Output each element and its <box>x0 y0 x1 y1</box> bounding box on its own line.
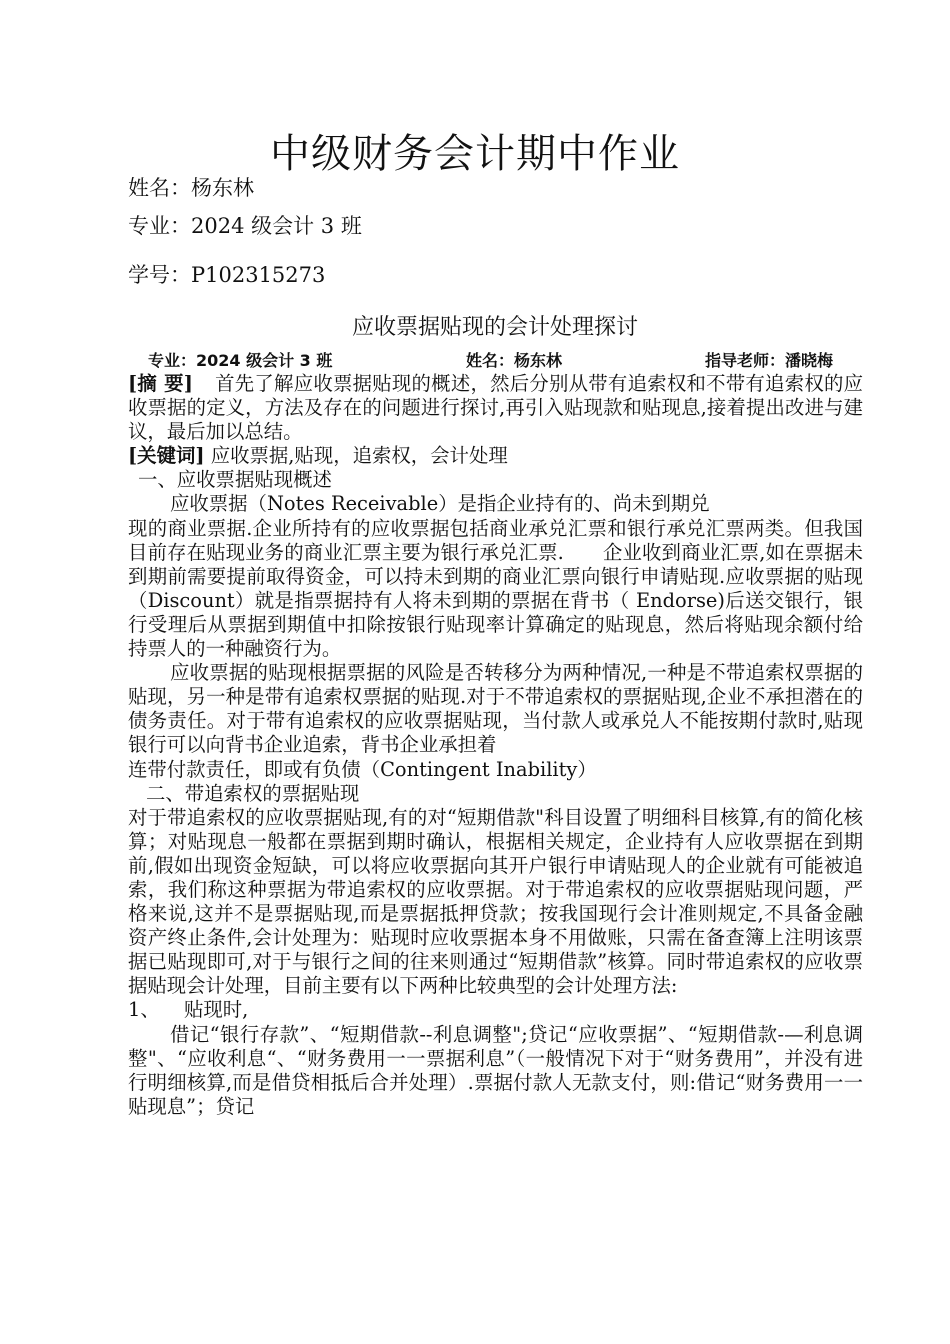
s2-paragraph-1: 对于带追索权的应收票据贴现,有的对“短期借款"科目设置了明细科目核算,有的简化核算；对贴现息一般都在票据到期时确认，根据相关规定，企业持有人应收票据在到期前,假如出现资金短缺，可以将应收票据向其开户银行申请贴现人的企业就有可能被追索，我们称这种票据为带追索权的应收票据。对于带追索权的应收票据贴现问题，严格来说,这并不是票据贴现,而是票据抵押贷款；按我国现行会计准则规定,不具备金融资产终止条件,会计处理为：贴现时应收票据本身不用做账，只需在备查簿上注明该票据已贴现即可,对于与银行之间的往来则通过“短期借款”核算。同时带追索权的应收票据贴现会计处理，目前主要有以下两种比较典型的会计处理方法: <box>128 805 863 998</box>
keywords-label: [关键词] <box>128 444 205 468</box>
s1-paragraph-2: 应收票据的贴现根据票据的风险是否转移分为两种情况,一种是不带追索权票据的贴现，另一种是带有追索权票据的贴现.对于不带追索权的票据贴现,企业不承担潜在的债务责任。对于带有追索权的应收票据贴现，当付款人或承兑人不能按期付款时,贴现银行可以向背书企业追索，背书企业承担着 <box>128 661 863 757</box>
student-name-line: 姓名：杨东林 <box>128 176 254 200</box>
list-item-1 <box>128 998 863 1022</box>
s1-paragraph-1-first-line: 应收票据（Notes Receivable）是指企业持有的、尚未到期兑 <box>170 492 710 516</box>
student-id-line: 学号：P102315273 <box>128 263 326 287</box>
byline-major: 专业：2024 级会计 3 班 <box>148 351 333 370</box>
abstract <box>128 372 863 444</box>
list-item-text: 贴现时, <box>184 998 249 1022</box>
student-major-line: 专业：2024 级会计 3 班 <box>128 214 362 238</box>
abstract-label: [摘 要] <box>128 372 193 395</box>
list-item-number: 1、 <box>128 998 160 1022</box>
s2-paragraph-2: 借记“银行存款”、“短期借款--利息调整";贷记“应收票据”、“短期借款-—利息调整"、“应收利息“、“财务费用一一票据利息”（一般情况下对于“财务费用”，并没有进行明细核算,而是借贷相抵后合并处理）.票据付款人无款支付，则:借记“财务费用一一贴现息”；贷记 <box>128 1022 863 1118</box>
s1-paragraph-3: 连带付款责任，即或有负债（Contingent Inability） <box>128 757 597 781</box>
article-body <box>128 372 863 1119</box>
section-2-heading: 二、带追索权的票据贴现 <box>146 781 360 805</box>
keywords <box>128 444 863 468</box>
article-title: 应收票据贴现的会计处理探讨 <box>351 315 638 340</box>
document-title: 中级财务会计期中作业 <box>270 131 680 177</box>
keywords-text: 应收票据,贴现，追索权，会计处理 <box>210 444 508 468</box>
abstract-text: 首先了解应收票据贴现的概述，然后分别从带有追索权和不带有追索权的应收票据的定义，方法及存在的问题进行探讨,再引入贴现款和贴现息,接着提出改进与建议，最后加以总结。 <box>128 372 864 444</box>
section-1-heading: 一、应收票据贴现概述 <box>138 468 332 492</box>
byline-advisor: 指导老师：潘晓梅 <box>705 351 834 370</box>
s1-paragraph-1: 现的商业票据.企业所持有的应收票据包括商业承兑汇票和银行承兑汇票两类。但我国目前存在贴现业务的商业汇票主要为银行承兑汇票. 企业收到商业汇票,如在票据未到期前需要提前取得资金，可以持未到期的商业汇票向银行申请贴现.应收票据的贴现（Discount）就是指票据持有人将未到期的票据在背书（ Endorse)后送交银行，银行受理后从票据到期值中扣除按银行贴现率计算确定的贴现息，然后将贴现余额付给持票人的一种融资行为。 <box>128 516 863 661</box>
byline-name: 姓名：杨东林 <box>466 351 563 370</box>
